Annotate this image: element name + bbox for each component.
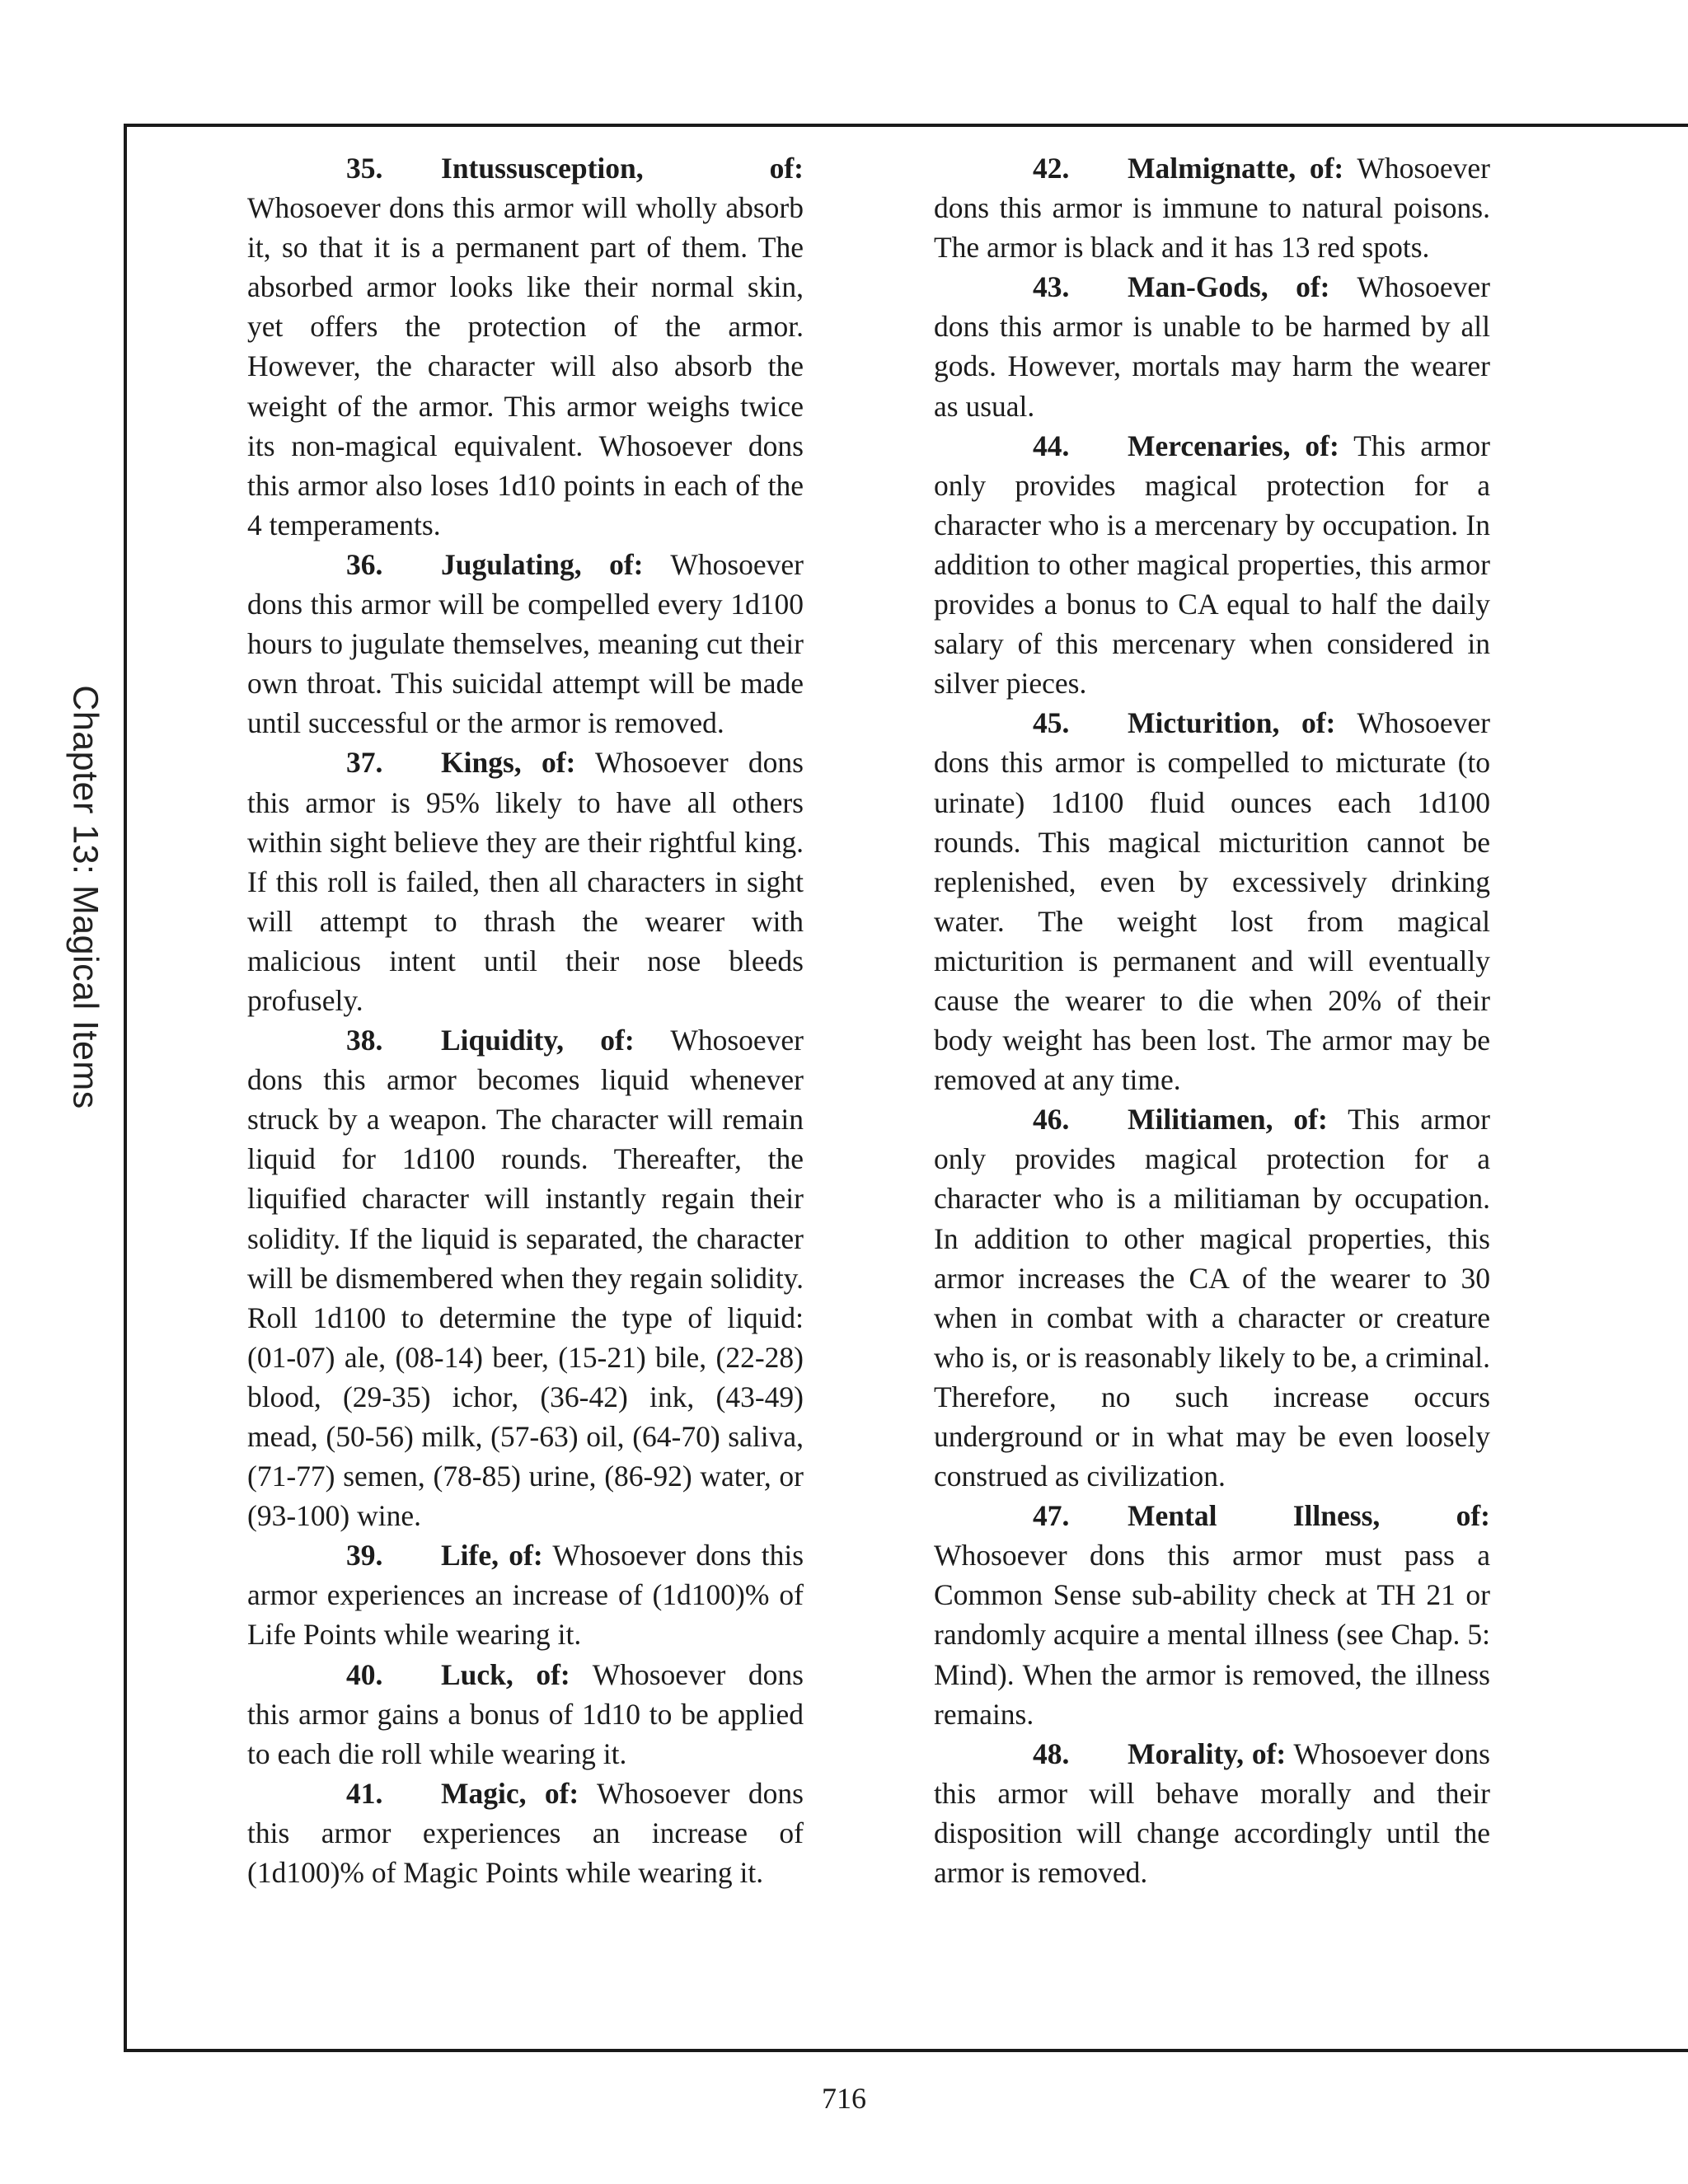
list-item xyxy=(247,1535,804,1654)
right-column xyxy=(934,148,1490,1892)
entry-name: Morality, of: xyxy=(1128,1736,1287,1770)
list-item xyxy=(247,545,804,743)
entry-text: Whosoever dons this armor gains a bonus of 1d10 to be applied to each die roll while wearing it. xyxy=(247,1657,804,1770)
entry-name: Man-Gods, of: xyxy=(1128,270,1330,304)
entry-name: Magic, of: xyxy=(441,1776,579,1810)
entry-number: 37. xyxy=(346,746,383,780)
entry-text: Whosoever dons this armor will behave morally and their disposition will change accordingly until the armor is removed. xyxy=(934,1736,1490,1890)
list-item xyxy=(247,1655,804,1774)
entry-text: Whosoever dons this armor experiences an increase of (1d100)% of Magic Points while wearing it. xyxy=(247,1776,804,1890)
entry-name: Militiamen, of: xyxy=(1128,1103,1328,1137)
entry-number: 44. xyxy=(1033,429,1070,462)
entry-text: This armor only provides magical protection for a character who is a militiaman by occupation. In addition to other magical properties, this armor increases the CA of the wearer to 30 when in combat with a character or creature who is, or is reasonably likely to be, a criminal. Therefore, no such increase occurs underground or in what may be even loosely construed as civilization. xyxy=(934,1103,1491,1493)
entry-number: 48. xyxy=(1033,1736,1070,1770)
entry-name: Micturition, of: xyxy=(1128,706,1336,740)
entry-text: Whosoever dons this armor is unable to be harmed by all gods. However, mortals may harm the wearer as usual. xyxy=(934,270,1491,423)
list-item xyxy=(934,148,1490,267)
entry-name: Kings, of: xyxy=(441,746,576,780)
entry-number: 35. xyxy=(346,152,383,185)
entry-name: Life, of: xyxy=(441,1539,543,1572)
entry-text: Whosoever dons this armor is compelled to micturate (to urinate) 1d100 fluid ounces each 1d100 rounds. This magical micturition cannot be replenished, even by excessively drinking water. The weight lost from magical micturition is permanent and will eventually cause the wearer to die when 20% of their body weight has been lost. The armor may be removed at any time. xyxy=(934,706,1490,1097)
entry-name: Mental Illness, of: xyxy=(1128,1499,1490,1533)
entry-number: 41. xyxy=(346,1776,383,1810)
entry-text: Whosoever dons this armor must pass a Common Sense sub-ability check at TH 21 or randomly acquire a mental illness (see Chap. 5: Mind). When the armor is removed, the illness remains. xyxy=(934,1539,1490,1731)
entry-name: Luck, of: xyxy=(441,1657,570,1691)
entry-name: Jugulating, of: xyxy=(441,547,644,581)
entry-text: Whosoever dons this armor will be compelled every 1d100 hours to jugulate themselves, meaning cut their own throat. This suicidal attempt will be made until successful or the armor is removed. xyxy=(247,547,804,740)
entry-text: Whosoever dons this armor becomes liquid whenever struck by a weapon. The character will remain liquid for 1d100 rounds. Thereafter, the liquified character will instantly regain their solidity. If the liquid is separated, the character will be dismembered when they regain solidity. Roll 1d100 to determine the type of liquid: (01-07) ale, (08-14) beer, (15-21) bile, (22-28) blood, (29-35) ichor, (36-42) ink, (43-49) mead, (50-56) milk, (57-63) oil, (64-70) saliva, (71-77) semen, (78-85) urine, (86-92) water, or (93-100) wine. xyxy=(247,1024,804,1533)
entry-text: Whosoever dons this armor experiences an increase of (1d100)% of Life Points while wearing it. xyxy=(247,1539,804,1652)
entry-number: 40. xyxy=(346,1657,383,1691)
list-item xyxy=(934,426,1490,704)
entry-number: 38. xyxy=(346,1024,383,1057)
list-item xyxy=(934,267,1490,425)
entry-name: Intussusception, of: xyxy=(441,152,804,185)
entry-name: Mercenaries, of: xyxy=(1128,429,1339,462)
entry-text: Whosoever dons this armor will wholly absorb it, so that it is a permanent part of them. The absorbed armor looks like their normal skin, yet offers the protection of the armor. However, the character will also absorb the weight of the armor. This armor weighs twice its non-magical equivalent. Whosoever dons this armor also loses 1d10 points in each of the 4 temperaments. xyxy=(247,191,804,541)
chapter-sidebar xyxy=(31,684,138,1109)
list-item xyxy=(247,1020,804,1535)
entry-number: 43. xyxy=(1033,270,1070,304)
entry-text: Whosoever dons this armor is immune to natural poisons. The armor is black and it has 13 red spots. xyxy=(934,152,1490,265)
entry-number: 45. xyxy=(1033,706,1070,740)
list-item xyxy=(934,703,1490,1099)
entry-number: 42. xyxy=(1033,152,1070,185)
left-column xyxy=(247,148,804,1892)
list-item xyxy=(247,743,804,1020)
entry-number: 39. xyxy=(346,1539,383,1572)
entry-number: 47. xyxy=(1033,1499,1070,1533)
list-item xyxy=(247,148,804,545)
entry-text: Whosoever dons this armor is 95% likely to have all others within sight believe they are their rightful king. If this roll is failed, then all characters in sight will attempt to thrash the wearer with malicious intent until their nose bleeds profusely. xyxy=(247,746,804,1017)
list-item xyxy=(934,1496,1490,1734)
list-item xyxy=(934,1734,1490,1892)
entry-number: 36. xyxy=(346,547,383,581)
chapter-title: Chapter 13: Magical Items xyxy=(65,684,106,1109)
list-item xyxy=(934,1099,1490,1496)
entry-number: 46. xyxy=(1033,1103,1070,1137)
list-item xyxy=(247,1774,804,1892)
entry-name: Liquidity, of: xyxy=(441,1024,635,1057)
entry-name: Malmignatte, of: xyxy=(1128,152,1344,185)
entry-text: This armor only provides magical protection for a character who is a mercenary by occupation. In addition to other magical properties, this armor provides a bonus to CA equal to half the daily salary of this mercenary when considered in silver pieces. xyxy=(934,429,1490,701)
page-number: 716 xyxy=(822,2082,866,2115)
